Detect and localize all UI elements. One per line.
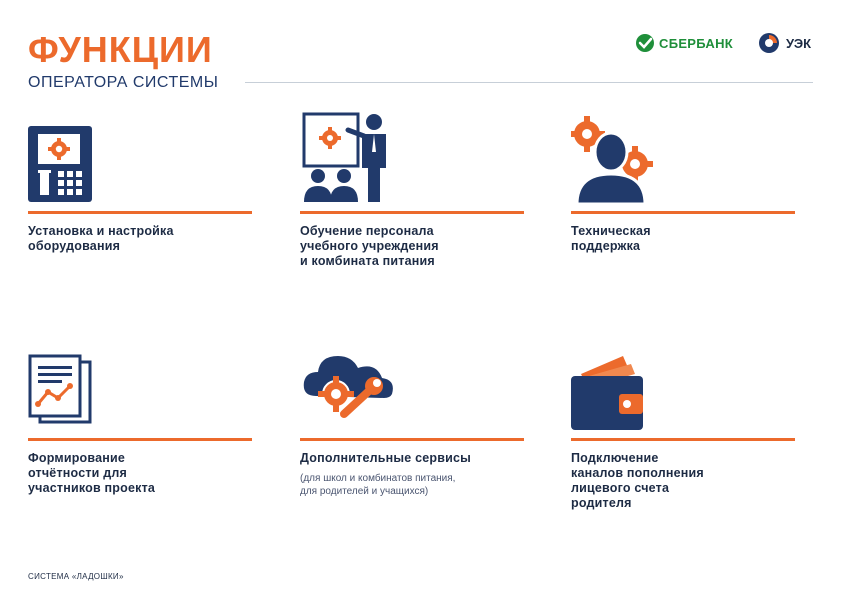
card-label: Установка и настройка оборудования bbox=[28, 224, 174, 253]
sberbank-logo-text: СБЕРБАНК bbox=[659, 35, 734, 51]
cloud-services-icon bbox=[300, 350, 396, 426]
sberbank-logo bbox=[635, 33, 733, 53]
card-divider bbox=[300, 438, 524, 441]
page-title: ФУНКЦИИ bbox=[28, 29, 213, 70]
card-divider bbox=[571, 211, 795, 214]
uek-logo-icon bbox=[758, 32, 780, 54]
card-label: Техническая поддержка bbox=[571, 224, 651, 253]
uek-logo bbox=[758, 31, 811, 55]
support-gears-person-icon bbox=[571, 112, 657, 204]
card-divider bbox=[28, 211, 252, 214]
card-label: Подключение каналов пополнения лицевого счета родителя bbox=[571, 451, 704, 510]
uek-logo-text: УЭК bbox=[786, 35, 812, 51]
card-label: Дополнительные сервисы bbox=[300, 451, 472, 465]
footer-system-name: СИСТЕМА «ЛАДОШКИ» bbox=[28, 572, 124, 581]
header-divider bbox=[245, 82, 813, 83]
report-documents-icon bbox=[28, 354, 94, 424]
presentation-training-icon bbox=[300, 112, 396, 202]
payment-terminal-icon bbox=[28, 118, 94, 202]
card-label: Формирование отчётности для участников проекта bbox=[28, 451, 156, 495]
page-subtitle: ОПЕРАТОРА СИСТЕМЫ bbox=[28, 74, 219, 91]
sberbank-logo-icon bbox=[635, 33, 655, 53]
card-divider bbox=[28, 438, 252, 441]
card-note: (для школ и комбинатов питания, для родителей и учащихся) bbox=[300, 473, 456, 497]
wallet-icon bbox=[571, 356, 647, 430]
card-divider bbox=[571, 438, 795, 441]
card-divider bbox=[300, 211, 524, 214]
card-label: Обучение персонала учебного учреждения и комбината питания bbox=[300, 224, 439, 268]
